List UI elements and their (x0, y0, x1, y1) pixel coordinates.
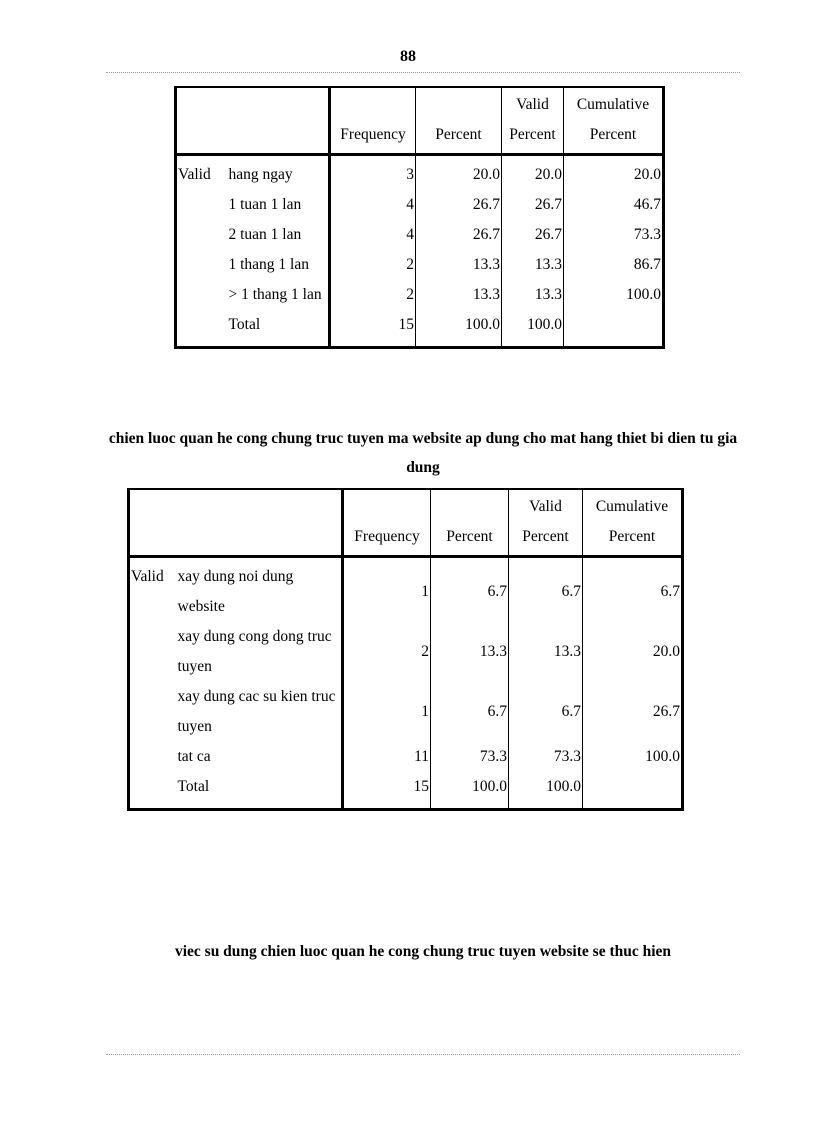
valid-percent-value: 13.3 (509, 622, 583, 682)
category-label: 2 tuan 1 lan (228, 226, 302, 243)
category-label: xay dung cac su kien truc tuyen (177, 688, 336, 735)
header-percent: Percent (416, 120, 502, 155)
valid-percent-value: 26.7 (502, 220, 564, 250)
frequency-table-1 (174, 86, 665, 349)
frequency-value: 1 (343, 557, 431, 623)
valid-percent-value: 73.3 (509, 742, 583, 772)
header-valid-percent-line2: Percent (509, 522, 583, 557)
header-cumulative-percent-line1: Cumulative (583, 489, 683, 522)
table-row-total (176, 310, 664, 348)
table-row (129, 557, 683, 623)
percent-value: 6.7 (431, 557, 509, 623)
frequency-value: 3 (330, 155, 416, 191)
header-cumulative-percent-line2: Percent (583, 522, 683, 557)
table-row (176, 190, 664, 220)
header-frequency: Frequency (330, 120, 416, 155)
header-cumulative-percent-line2: Percent (564, 120, 664, 155)
cumulative-percent-value: 26.7 (583, 682, 683, 742)
category-label: hang ngay (228, 166, 293, 183)
percent-value: 6.7 (431, 682, 509, 742)
table-row (129, 682, 683, 742)
cumulative-percent-value: 100.0 (583, 742, 683, 772)
header-frequency: Frequency (343, 522, 431, 557)
table-3-caption: viec su dung chien luoc quan he cong chung truc tuyen website se thuc hien (174, 943, 672, 960)
category-label: xay dung cong dong truc tuyen (177, 628, 332, 675)
table-row (176, 280, 664, 310)
table-row (129, 742, 683, 772)
valid-percent-value: 6.7 (509, 557, 583, 623)
header-valid-percent-line1: Valid (509, 489, 583, 522)
percent-value: 20.0 (416, 155, 502, 191)
category-label: > 1 thang 1 lan (228, 286, 322, 303)
category-label: Total (177, 778, 210, 795)
frequency-value: 15 (330, 310, 416, 348)
cumulative-percent-value: 86.7 (564, 250, 664, 280)
percent-value: 26.7 (416, 190, 502, 220)
table-row-total (129, 772, 683, 810)
valid-percent-value: 20.0 (502, 155, 564, 191)
header-valid-percent-line2: Percent (502, 120, 564, 155)
cumulative-percent-value: 20.0 (583, 622, 683, 682)
category-label: tat ca (177, 748, 211, 765)
valid-percent-value: 100.0 (509, 772, 583, 810)
header-blank-cell (176, 87, 330, 155)
header-percent: Percent (431, 522, 509, 557)
percent-value: 73.3 (431, 742, 509, 772)
footer-divider (106, 1054, 740, 1055)
header-valid-percent-line1: Valid (502, 87, 564, 120)
table-row (129, 622, 683, 682)
percent-value: 100.0 (416, 310, 502, 348)
header-cumulative-percent-line1: Cumulative (564, 87, 664, 120)
valid-percent-value: 13.3 (502, 280, 564, 310)
valid-percent-value: 100.0 (502, 310, 564, 348)
page-number: 88 (400, 48, 416, 65)
table-row (176, 220, 664, 250)
table-row (176, 250, 664, 280)
percent-value: 13.3 (416, 280, 502, 310)
percent-value: 26.7 (416, 220, 502, 250)
percent-value: 100.0 (431, 772, 509, 810)
frequency-value: 4 (330, 190, 416, 220)
frequency-value: 15 (343, 772, 431, 810)
category-label: Total (228, 316, 261, 333)
valid-group-label: Valid (178, 166, 211, 183)
frequency-value: 1 (343, 682, 431, 742)
category-label: xay dung noi dung website (177, 568, 294, 615)
percent-value: 13.3 (416, 250, 502, 280)
cumulative-percent-value: 73.3 (564, 220, 664, 250)
category-label: 1 tuan 1 lan (228, 196, 302, 213)
table-2-caption: chien luoc quan he cong chung truc tuyen ma website ap dung cho mat hang thiet bi dien tu gia dung (108, 430, 738, 476)
cumulative-percent-value (583, 772, 683, 810)
cumulative-percent-value: 100.0 (564, 280, 664, 310)
table-row (176, 155, 664, 191)
cumulative-percent-value: 46.7 (564, 190, 664, 220)
category-label: 1 thang 1 lan (228, 256, 309, 273)
valid-percent-value: 6.7 (509, 682, 583, 742)
frequency-value: 2 (343, 622, 431, 682)
valid-group-label: Valid (131, 568, 164, 585)
cumulative-percent-value (564, 310, 664, 348)
frequency-value: 2 (330, 250, 416, 280)
percent-value: 13.3 (431, 622, 509, 682)
frequency-table-2 (127, 488, 684, 811)
frequency-value: 4 (330, 220, 416, 250)
frequency-value: 11 (343, 742, 431, 772)
cumulative-percent-value: 20.0 (564, 155, 664, 191)
header-blank-cell (129, 489, 343, 557)
valid-percent-value: 13.3 (502, 250, 564, 280)
valid-percent-value: 26.7 (502, 190, 564, 220)
frequency-value: 2 (330, 280, 416, 310)
cumulative-percent-value: 6.7 (583, 557, 683, 623)
header-divider (106, 72, 740, 73)
